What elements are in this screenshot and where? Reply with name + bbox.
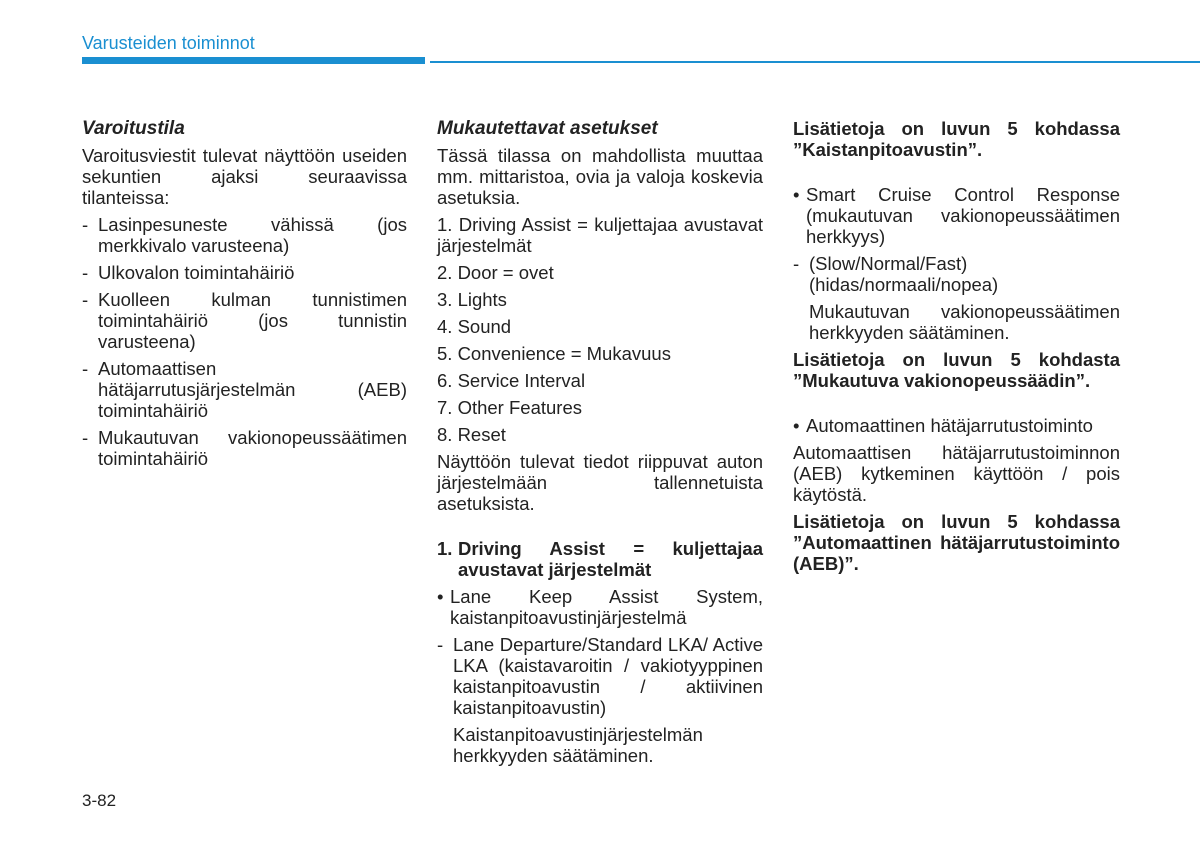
bullet-text: Smart Cruise Control Response (mukautuvan vakionopeussäätimen herkkyys) [806, 184, 1120, 247]
aeb-description: Automaattisen hätäjarrutustoiminnon (AEB) kytkeminen käyttöön / pois käytöstä. [793, 442, 1120, 505]
warning-mode-heading: Varoitustila [82, 118, 185, 139]
settings-list-item: 1. Driving Assist = kuljettajaa avustavat järjestelmät [437, 214, 763, 256]
bullet-text: Lane Keep Assist System, kaistanpitoavustinjärjestelmä [450, 586, 763, 628]
custom-settings-heading: Mukautettavat asetukset [437, 118, 658, 139]
bullet-text: Automaattinen hätäjarrutustoiminto [806, 415, 1093, 436]
list-item-text: Lasinpesuneste vähissä (jos merkkivalo varusteena) [98, 214, 407, 256]
subheading-text: Driving Assist = kuljettajaa avustavat järjestelmät [458, 538, 763, 580]
list-item: - Automaattisen hätäjarrutusjärjestelmän (AEB) toimintahäiriö [82, 358, 407, 421]
list-item-text: Ulkovalon toimintahäiriö [98, 262, 295, 283]
column-custom-settings [437, 118, 763, 772]
dash-text: (Slow/Normal/Fast) (hidas/normaali/nopea) [809, 253, 999, 295]
column-warning-mode [82, 118, 407, 475]
list-item-text: Kuolleen kulman tunnistimen toimintahäiriö (jos tunnistin varusteena) [98, 289, 407, 352]
page-number: 3-82 [82, 791, 117, 810]
header-rule-thin [430, 61, 1200, 63]
list-item-text: Automaattisen hätäjarrutusjärjestelmän (AEB) toimintahäiriö [98, 358, 407, 421]
custom-settings-intro: Tässä tilassa on mahdollista muuttaa mm. mittaristoa, ovia ja valoja koskevia asetuksia. [437, 145, 763, 208]
settings-list-item: 6. Service Interval [437, 370, 586, 391]
list-item-text: Mukautuvan vakionopeussäätimen toimintahäiriö [98, 427, 407, 469]
bullet-item: • Smart Cruise Control Response (mukautuvan vakionopeussäätimen herkkyys) [793, 184, 1120, 247]
warning-mode-intro: Varoitusviestit tulevat näyttöön useiden sekuntien ajaksi seuraavissa tilanteissa: [82, 145, 407, 208]
dash-note: Kaistanpitoavustinjärjestelmän herkkyyden säätäminen. [453, 724, 703, 766]
subheading-number: 1. [437, 538, 453, 559]
list-item: - Kuolleen kulman tunnistimen toimintahäiriö (jos tunnistin varusteena) [82, 289, 407, 352]
list-item: - Lasinpesuneste vähissä (jos merkkivalo varusteena) [82, 214, 407, 256]
dash-item: - (Slow/Normal/Fast) (hidas/normaali/nopea) [793, 253, 1120, 295]
settings-list-item: 3. Lights [437, 289, 507, 310]
bullet-item: • Automaattinen hätäjarrutustoiminto [793, 415, 1120, 436]
settings-list-item: 8. Reset [437, 424, 506, 445]
header-rule-thick [82, 57, 425, 64]
settings-list-item: 2. Door = ovet [437, 262, 554, 283]
list-item: - Ulkovalon toimintahäiriö [82, 262, 407, 283]
dash-item: - Lane Departure/Standard LKA/ Active LKA (kaistavaroitin / vakiotyyppinen kaistanpitoavustin / aktiivinen kaistanpitoavustin) [437, 634, 763, 718]
settings-list-item: 4. Sound [437, 316, 512, 337]
column-references [793, 118, 1120, 580]
reference-note: Lisätietoja on luvun 5 kohdassa ”Kaistanpitoavustin”. [793, 118, 1120, 160]
settings-list-item: 7. Other Features [437, 397, 582, 418]
section-title: Varusteiden toiminnot [82, 33, 255, 53]
dash-text: Lane Departure/Standard LKA/ Active LKA (kaistavaroitin / vakiotyyppinen kaistanpitoavustin / aktiivinen kaistanpitoavustin) [453, 634, 763, 718]
reference-note: Lisätietoja on luvun 5 kohdasta ”Mukautuva vakionopeussäädin”. [793, 349, 1120, 391]
reference-note: Lisätietoja on luvun 5 kohdassa ”Automaattinen hätäjarrutustoiminto (AEB)”. [793, 511, 1120, 574]
custom-settings-outro: Näyttöön tulevat tiedot riippuvat auton järjestelmään tallennetuista asetuksista. [437, 451, 763, 514]
bullet-item: • Lane Keep Assist System, kaistanpitoavustinjärjestelmä [437, 586, 763, 628]
dash-note: Mukautuvan vakionopeussäätimen herkkyyden säätäminen. [809, 301, 1120, 343]
driving-assist-subheading [437, 538, 763, 580]
settings-list-item: 5. Convenience = Mukavuus [437, 343, 671, 364]
list-item: - Mukautuvan vakionopeussäätimen toimintahäiriö [82, 427, 407, 469]
